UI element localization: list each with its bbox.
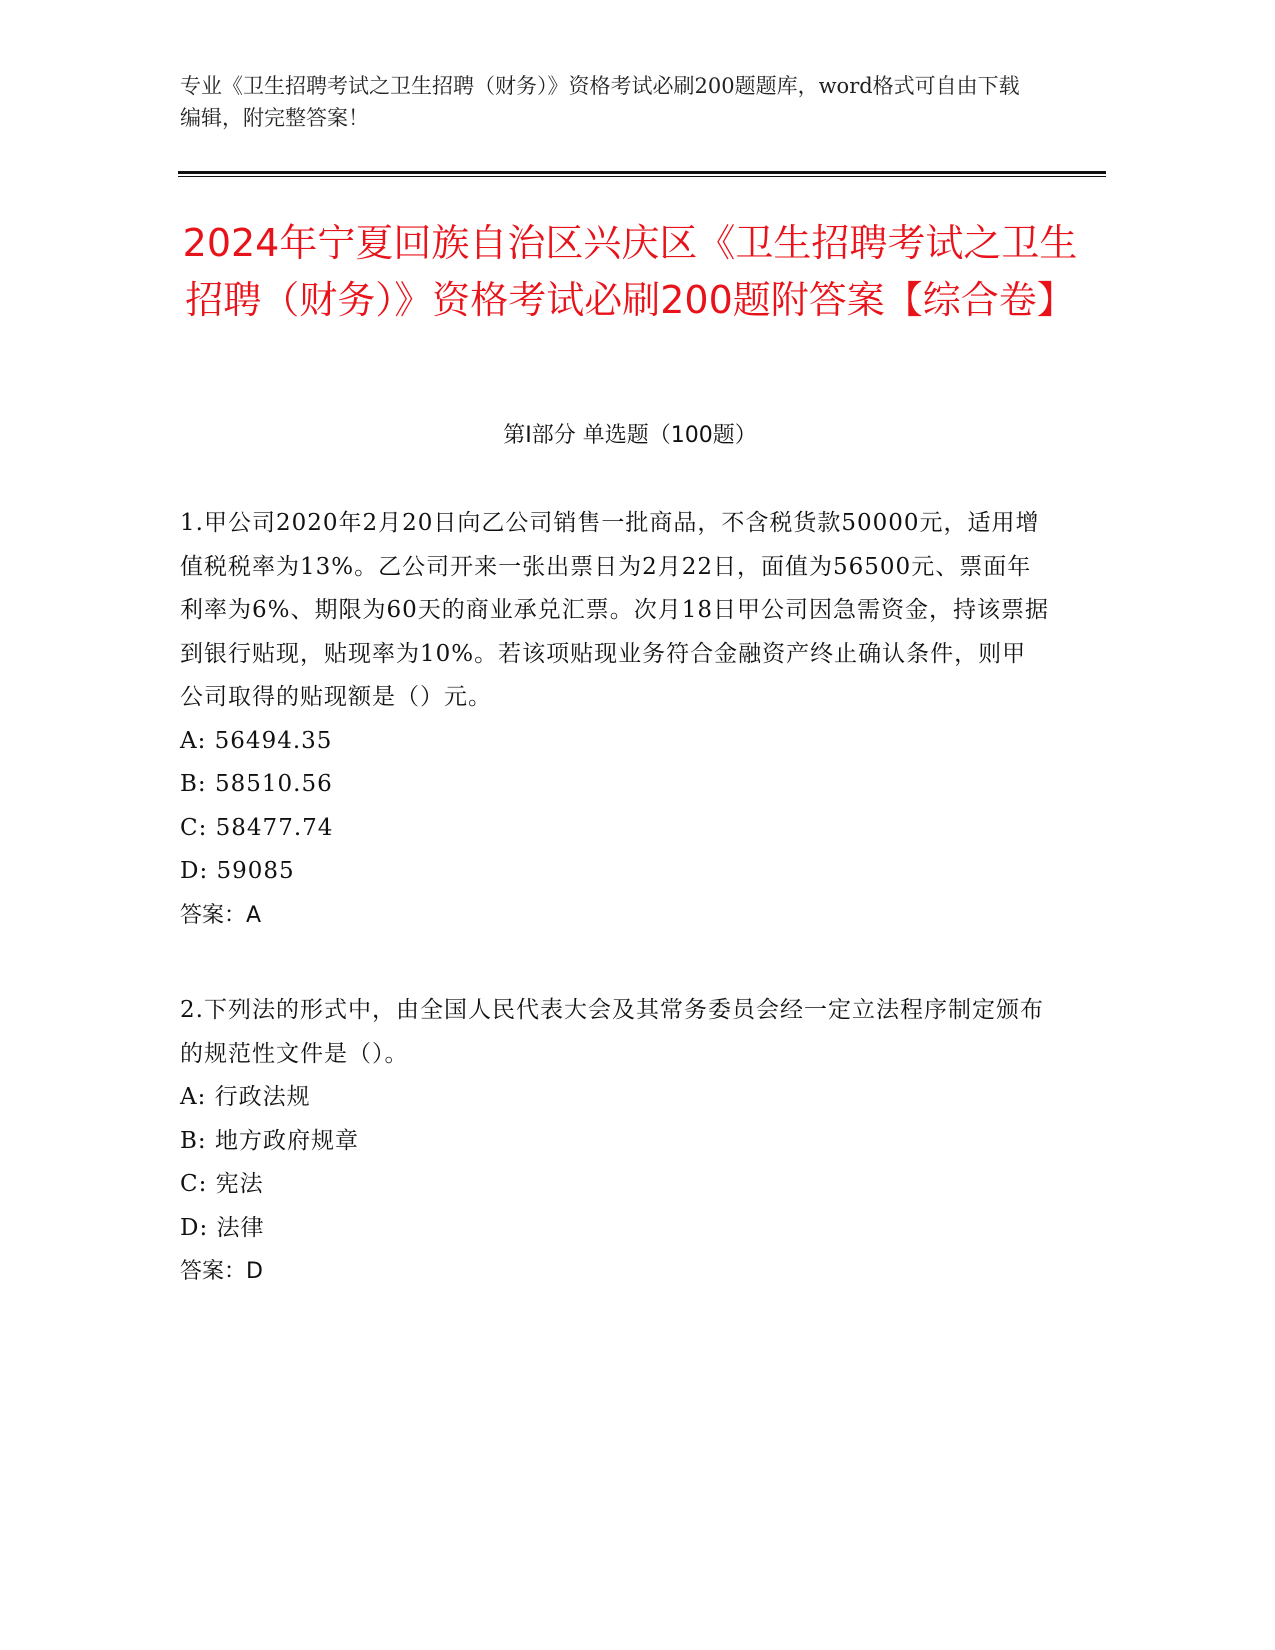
question-2 (180, 989, 1050, 1294)
header-rule-thick (178, 171, 1106, 174)
option-a: A: 行政法规 (180, 1084, 311, 1110)
question-list (180, 502, 1050, 1346)
question-text: 2.下列法的形式中，由全国人民代表大会及其常务委员会经一定立法程序制定颁布的规范性文件是（）。 (180, 997, 1044, 1067)
option-c: C: 宪法 (180, 1171, 264, 1197)
question-1 (180, 502, 1050, 937)
option-d: D: 法律 (180, 1214, 265, 1241)
question-text: 1.甲公司2020年2月20日向乙公司销售一批商品，不含税货款50000元，适用增值税税率为13%。乙公司开来一张出票日为2月22日，面值为56500元、票面年利率为6%、期限为60天的商业承兑汇票。次月18日甲公司因急需资金，持该票据到银行贴现，贴现率为10%。若该项贴现业务符合金融资产终止确认条件，则甲公司取得的贴现额是（）元。 (180, 510, 1050, 710)
option-b: B: 58510.56 (180, 771, 333, 797)
header-rule-thin (178, 176, 1106, 177)
header-note: 专业《卫生招聘考试之卫生招聘（财务）》资格考试必刷200题题库，word格式可自由下载编辑，附完整答案！ (180, 74, 1020, 130)
option-c: C: 58477.74 (180, 814, 334, 841)
option-d: D: 59085 (180, 858, 295, 884)
answer: 答案：D (180, 1259, 263, 1284)
option-b: B: 地方政府规章 (180, 1127, 359, 1154)
section-title: 第Ⅰ部分 单选题（100题） (503, 423, 757, 448)
answer: 答案：A (180, 902, 262, 928)
document-title: 2024年宁夏回族自治区兴庆区《卫生招聘考试之卫生招聘（财务）》资格考试必刷200题附答案【综合卷】 (182, 221, 1078, 322)
option-a: A: 56494.35 (180, 727, 333, 754)
